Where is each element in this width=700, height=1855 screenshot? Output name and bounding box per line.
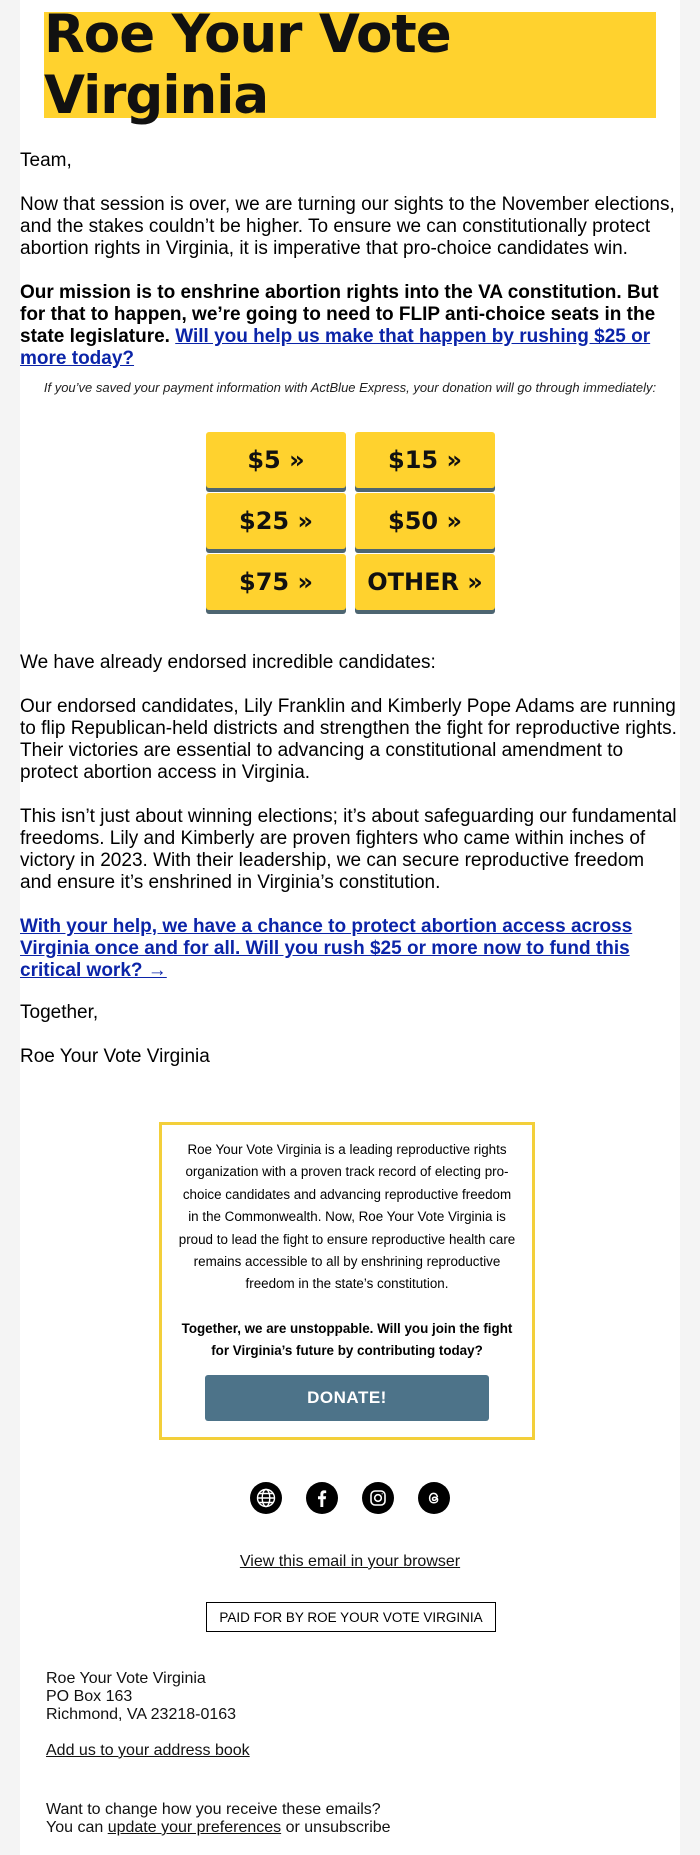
add-to-address-book-link[interactable]: Add us to your address book (46, 1742, 250, 1759)
banner-title: Roe Your Vote Virginia (44, 4, 451, 126)
paid-for-disclaimer: PAID FOR BY ROE YOUR VOTE VIRGINIA (206, 1602, 496, 1632)
donate-other-button[interactable]: OTHER » (355, 554, 495, 610)
email-body (20, 0, 680, 1855)
letter-body-continued (20, 652, 678, 1068)
unsubscribe-text[interactable]: or unsubscribe (285, 1819, 391, 1836)
cta-donate-link[interactable]: With your help, we have a chance to protect abortion access across Virginia once and for all. Will you rush $25 or more now to fund this critical work? → (20, 916, 633, 981)
address-line-2: Richmond, VA 23218-0163 (46, 1706, 237, 1723)
change-prompt: Want to change how you receive these emails? (46, 1801, 381, 1818)
signoff: Together, (20, 1002, 99, 1023)
donate-50-button[interactable]: $50 » (355, 493, 495, 549)
view-in-browser-link[interactable]: View this email in your browser (239, 1553, 461, 1570)
greeting: Team, (20, 150, 72, 171)
globe-icon[interactable] (250, 1482, 282, 1514)
mission-paragraph (20, 282, 678, 370)
social-links (20, 1482, 680, 1514)
candidates-paragraph: Our endorsed candidates, Lily Franklin and Kimberly Pope Adams are running to flip Republican-held districts and strengthen the fight for reproductive rights. Their victories are essential to advancing a constitutional amendment to protect abortion access in Virginia. (20, 696, 677, 783)
about-bold-text: Together, we are unstoppable. Will you join the fight for Virginia’s future by contributing today? (181, 1320, 513, 1359)
donate-5-button[interactable]: $5 » (206, 432, 346, 488)
actblue-express-note: If you’ve saved your payment information with ActBlue Express, your donation will go through immediately: (43, 380, 657, 395)
signature: Roe Your Vote Virginia (20, 1046, 210, 1067)
threads-icon[interactable] (418, 1482, 450, 1514)
preferences-line (46, 1819, 666, 1837)
preferences-block (46, 1801, 666, 1837)
address-line-1: PO Box 163 (46, 1688, 133, 1705)
you-can-text: You can (46, 1819, 104, 1836)
endorsed-intro: We have already endorsed incredible candidates: (20, 652, 436, 673)
donation-amount-grid (206, 432, 496, 610)
header-banner (44, 4, 656, 126)
donate-75-button[interactable]: $75 » (206, 554, 346, 610)
about-box (159, 1122, 535, 1440)
instagram-icon[interactable] (362, 1482, 394, 1514)
facebook-icon[interactable] (306, 1482, 338, 1514)
mailing-address (46, 1670, 666, 1724)
mission-bold-text: Our mission is to enshrine abortion rights into the VA constitution. But for that to happen, we’re going to need to FLIP anti-choice seats in the state legislature. (20, 282, 659, 347)
donate-15-button[interactable]: $15 » (355, 432, 495, 488)
freedoms-paragraph: This isn’t just about winning elections; it’s about safeguarding our fundamental freedoms. Lily and Kimberly are proven fighters who came within inches of victory in 2023. With their leadership, we can secure reproductive freedom and ensure it’s enshrined in Virginia’s constitution. (20, 806, 677, 893)
donate-button[interactable]: DONATE! (205, 1375, 489, 1421)
donate-25-button[interactable]: $25 » (206, 493, 346, 549)
intro-paragraph: Now that session is over, we are turning our sights to the November elections, and the stakes couldn’t be higher. To ensure we can constitutionally protect abortion rights in Virginia, it is imperative that pro-choice candidates win. (20, 194, 675, 259)
update-preferences-link[interactable]: update your preferences (107, 1819, 282, 1836)
donate-25-link[interactable]: Will you help us make that happen by rushing $25 or more today? (20, 326, 651, 369)
footer-org-name: Roe Your Vote Virginia (46, 1670, 206, 1687)
about-text: Roe Your Vote Virginia is a leading reproductive rights organization with a proven track record of electing pro-choice candidates and advancing reproductive freedom in the Commonwealth. Now, Roe Your Vote Virginia is proud to lead the fight to ensure reproductive health care remains accessible to all by enshrining reproductive freedom in the state’s constitution. (178, 1142, 516, 1292)
letter-body (20, 150, 678, 370)
address-book-row (46, 1742, 666, 1760)
